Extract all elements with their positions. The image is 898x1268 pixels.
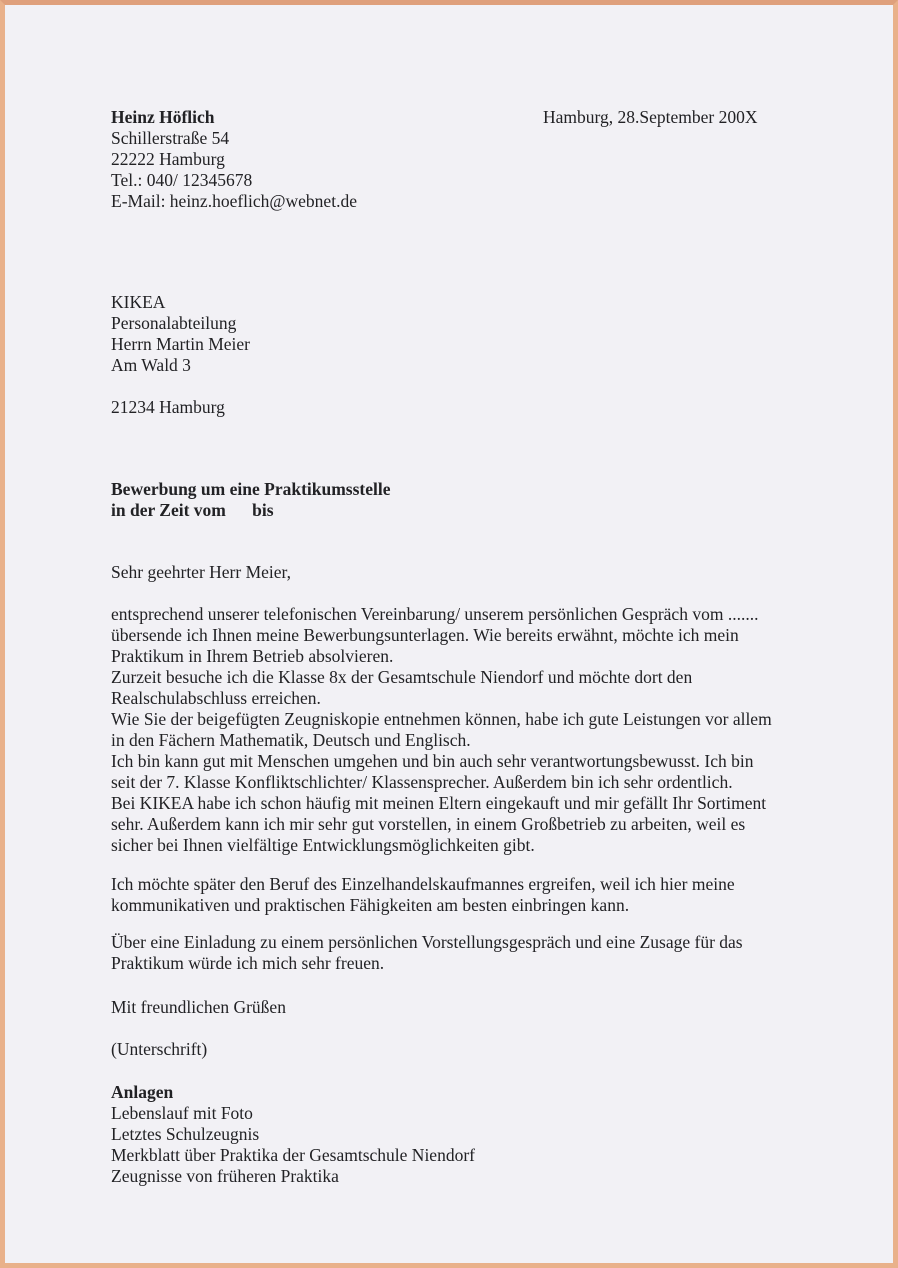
enclosures-block xyxy=(111,1082,475,1187)
subject-line: Bewerbung um eine Praktikumsstelle in der Zeit vom bis xyxy=(111,479,391,520)
body-paragraph-3: Über eine Einladung zu einem persönlichen Vorstellungsgespräch und eine Zusage für das Praktikum würde ich mich sehr freuen. xyxy=(111,932,743,973)
sender-name: Heinz Höflich xyxy=(111,107,215,127)
sender-address: Schillerstraße 54 22222 Hamburg Tel.: 040/ 12345678 E-Mail: heinz.hoeflich@webnet.de xyxy=(111,128,357,211)
recipient-address: KIKEA Personalabteilung Herrn Martin Meier Am Wald 3 21234 Hamburg xyxy=(111,292,250,417)
date-line: Hamburg, 28.September 200X xyxy=(543,107,758,127)
body-paragraph-1: entsprechend unserer telefonischen Vereinbarung/ unserem persönlichen Gespräch vom ....... übersende ich Ihnen meine Bewerbungsunterlagen. Wie bereits erwähnt, möchte ich mein Praktikum in Ihrem Betrieb absolvieren. Zurzeit besuche ich die Klasse 8x der Gesamtschule Niendorf und möchte dort den Realschulabschluss erreichen. Wie Sie der beigefügten Zeugniskopie entnehmen können, habe ich gute Leistungen vor allem in den Fächern Mathematik, Deutsch und Englisch. Ich bin kann gut mit Menschen umgehen und bin auch sehr verantwortungsbewusst. Ich bin seit der 7. Klasse Konfliktschlichter/ Klassensprecher. Außerdem bin ich sehr ordentlich. Bei KIKEA habe ich schon häufig mit meinen Eltern eingekauft und mir gefällt Ihr Sortiment sehr. Außerdem kann ich mir sehr gut vorstellen, in einem Großbetrieb zu arbeiten, weil es sicher bei Ihnen vielfältige Entwicklungsmöglichkeiten gibt. xyxy=(111,604,772,855)
body-paragraph-2: Ich möchte später den Beruf des Einzelhandelskaufmannes ergreifen, weil ich hier meine kommunikativen und praktischen Fähigkeiten am besten einbringen kann. xyxy=(111,874,735,915)
signature-placeholder: (Unterschrift) xyxy=(111,1039,208,1059)
salutation: Sehr geehrter Herr Meier, xyxy=(111,562,292,582)
enclosures-heading: Anlagen xyxy=(111,1082,174,1102)
closing: Mit freundlichen Grüßen xyxy=(111,997,286,1017)
enclosures-list: Lebenslauf mit Foto Letztes Schulzeugnis Merkblatt über Praktika der Gesamtschule Niendorf Zeugnisse von früheren Praktika xyxy=(111,1103,475,1186)
sender-block xyxy=(111,107,357,212)
